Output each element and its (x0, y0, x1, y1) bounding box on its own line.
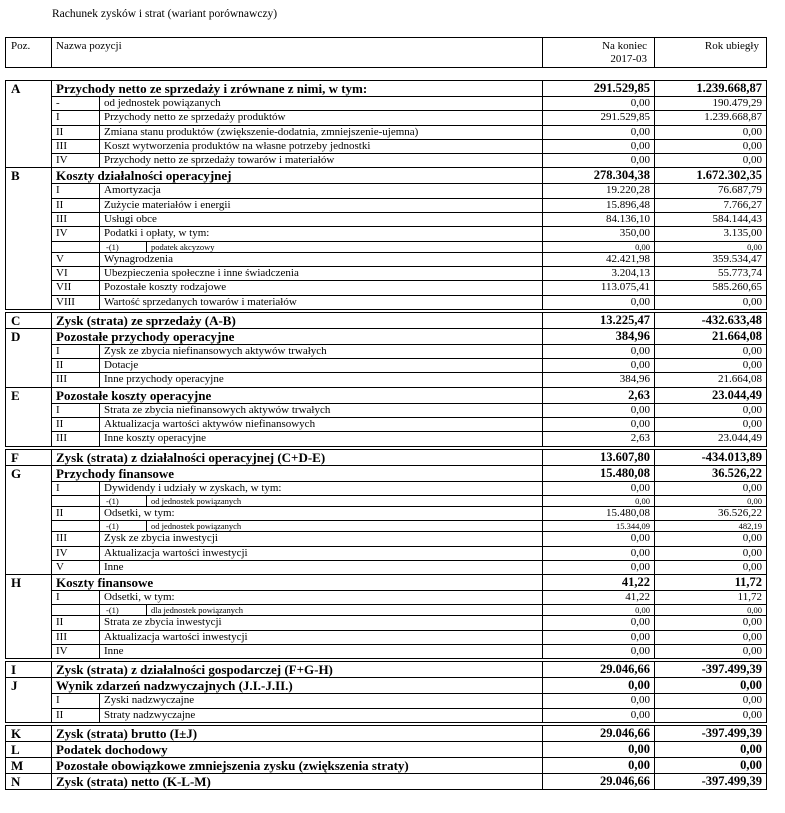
row-position: L (5, 741, 52, 757)
row-name: Zysk ze zbycia niefinansowych aktywów trwałych (100, 344, 543, 358)
row-position: I (52, 481, 100, 495)
row-position: IV (52, 153, 100, 167)
column-header-row (5, 37, 767, 68)
row-position: C (5, 312, 52, 328)
row-previous-value: 3.135,00 (655, 226, 767, 240)
row-current-value: 19.220,28 (543, 183, 655, 197)
row-current-value: 0,00 (543, 139, 655, 153)
row-position: III (52, 212, 100, 226)
sub-row (5, 153, 767, 167)
row-position: E (5, 387, 52, 403)
sub-row (5, 110, 767, 124)
row-position-blank (5, 644, 52, 658)
row-current-value: 278.304,38 (543, 167, 655, 183)
row-name: Zysk (strata) brutto (I±J) (52, 725, 543, 741)
row-name: Amortyzacja (100, 183, 543, 197)
row-position-blank (5, 252, 52, 266)
row-current-value: 13.607,80 (543, 449, 655, 465)
row-previous-value: 359.534,47 (655, 252, 767, 266)
row-name: Usługi obce (100, 212, 543, 226)
row-name: Koszty działalności operacyjnej (52, 167, 543, 183)
row-current-value: 0,00 (543, 417, 655, 431)
row-position-blank (5, 481, 52, 495)
row-previous-value: 1.672.302,35 (655, 167, 767, 183)
row-previous-value: -397.499,39 (655, 773, 767, 789)
column-header-current-line1: Na koniec (602, 40, 647, 52)
main-row (5, 465, 767, 481)
row-previous-value: 0,00 (655, 693, 767, 707)
row-position-blank (5, 110, 52, 124)
row-name: Zysk (strata) netto (K-L-M) (52, 773, 543, 789)
row-position: V (52, 252, 100, 266)
sub-row (5, 252, 767, 266)
row-name: dla jednostek powiązanych (151, 605, 244, 616)
row-previous-value: 0,00 (655, 481, 767, 495)
row-previous-value: 23.044,49 (655, 431, 767, 445)
row-position: IV (52, 226, 100, 240)
sub-row (5, 630, 767, 644)
row-position-blank (5, 531, 52, 545)
row-previous-value: 0,00 (655, 644, 767, 658)
row-name: Zyski nadzwyczajne (100, 693, 543, 707)
row-current-value: 0,00 (543, 693, 655, 707)
row-position: M (5, 757, 52, 773)
row-name: Dotacje (100, 358, 543, 372)
main-row (5, 80, 767, 96)
row-position-blank (5, 615, 52, 629)
row-position-blank (5, 96, 52, 110)
row-name: od jednostek powiązanych (151, 521, 242, 532)
row-previous-value: 0,00 (655, 417, 767, 431)
row-current-value: 0,00 (543, 531, 655, 545)
row-previous-value: 0,00 (655, 403, 767, 417)
main-row (5, 773, 767, 789)
row-position: -(1) (100, 242, 147, 252)
main-row (5, 328, 767, 344)
row-position-blank (5, 417, 52, 431)
row-position-blank (5, 198, 52, 212)
row-previous-value: 0,00 (655, 546, 767, 560)
sub-row (5, 693, 767, 707)
row-current-value: 0,00 (543, 560, 655, 574)
row-position: -(1) (100, 521, 147, 531)
sub-row (5, 183, 767, 197)
row-name: Aktualizacja wartości inwestycji (100, 630, 543, 644)
row-previous-value: 11,72 (655, 590, 767, 604)
main-row (5, 661, 767, 677)
sub-row (5, 280, 767, 294)
row-previous-value: 0,00 (655, 125, 767, 139)
row-current-value: 0,00 (543, 604, 655, 615)
row-previous-value: 1.239.668,87 (655, 110, 767, 124)
row-current-value: 0,00 (543, 708, 655, 722)
row-position-blank (5, 630, 52, 644)
row-current-value: 13.225,47 (543, 312, 655, 328)
row-name: Zysk (strata) z działalności gospodarczej (F+G-H) (52, 661, 543, 677)
row-position: VII (52, 280, 100, 294)
row-position: I (52, 183, 100, 197)
row-name: Straty nadzwyczajne (100, 708, 543, 722)
sub-row (5, 708, 767, 722)
sub-row (5, 644, 767, 658)
row-position-blank (5, 344, 52, 358)
row-subposition-blank (52, 520, 100, 531)
sub-row (5, 295, 767, 309)
row-current-value: 0,00 (543, 295, 655, 309)
row-name: Koszty finansowe (52, 574, 543, 590)
row-previous-value: 0,00 (655, 295, 767, 309)
row-current-value: 15.480,08 (543, 465, 655, 481)
row-previous-value: 0,00 (655, 741, 767, 757)
row-position-blank (5, 506, 52, 520)
row-subposition-blank (52, 604, 100, 615)
row-position: II (52, 615, 100, 629)
row-current-value: 0,00 (543, 153, 655, 167)
row-name: Podatki i opłaty, w tym: (100, 226, 543, 240)
row-previous-value: -434.013,89 (655, 449, 767, 465)
row-position-blank (5, 358, 52, 372)
row-position: I (52, 693, 100, 707)
row-name: Wynik zdarzeń nadzwyczajnych (J.I.-J.II.) (52, 677, 543, 693)
row-position: I (52, 403, 100, 417)
row-position-blank (5, 693, 52, 707)
row-position: VI (52, 266, 100, 280)
column-header-current-line2: 2017-03 (610, 53, 647, 65)
row-current-value: 0,00 (543, 615, 655, 629)
row-name: Przychody netto ze sprzedaży produktów (100, 110, 543, 124)
row-name: Odsetki, w tym: (100, 590, 543, 604)
row-name: Pozostałe przychody operacyjne (52, 328, 543, 344)
row-current-value: 350,00 (543, 226, 655, 240)
row-name-cell (100, 495, 543, 506)
row-position-blank (5, 241, 52, 252)
row-position: III (52, 372, 100, 386)
row-current-value: 0,00 (543, 403, 655, 417)
row-name: Przychody netto ze sprzedaży towarów i materiałów (100, 153, 543, 167)
row-position: IV (52, 644, 100, 658)
row-current-value: 291.529,85 (543, 110, 655, 124)
main-row (5, 725, 767, 741)
row-previous-value: -397.499,39 (655, 725, 767, 741)
row-name-cell (100, 604, 543, 615)
row-position-blank (5, 495, 52, 506)
row-name: Wartość sprzedanych towarów i materiałów (100, 295, 543, 309)
column-header-name: Nazwa pozycji (52, 38, 543, 67)
row-position-blank (5, 708, 52, 722)
row-name: Zmiana stanu produktów (zwiększenie-dodatnia, zmniejszenie-ujemna) (100, 125, 543, 139)
main-row (5, 741, 767, 757)
row-current-value: 2,63 (543, 431, 655, 445)
row-position-blank (5, 125, 52, 139)
row-position: III (52, 531, 100, 545)
row-name: Przychody netto ze sprzedaży i zrównane z nimi, w tym: (52, 80, 543, 96)
row-previous-value: 0,00 (655, 153, 767, 167)
row-position: -(1) (100, 605, 147, 615)
row-current-value: 84.136,10 (543, 212, 655, 226)
row-subposition-blank (52, 241, 100, 252)
row-name: Dywidendy i udziały w zyskach, w tym: (100, 481, 543, 495)
sub-row (5, 615, 767, 629)
row-current-value: 0,00 (543, 644, 655, 658)
row-position-blank (5, 560, 52, 574)
main-row (5, 167, 767, 183)
main-row (5, 312, 767, 328)
row-previous-value: 0,00 (655, 358, 767, 372)
row-name: Aktualizacja wartości aktywów niefinansowych (100, 417, 543, 431)
row-name: Pozostałe koszty rodzajowe (100, 280, 543, 294)
statement-section (5, 725, 767, 790)
sub-row (5, 358, 767, 372)
row-previous-value: 584.144,43 (655, 212, 767, 226)
sub-row (5, 96, 767, 110)
row-position: K (5, 725, 52, 741)
sub-row (5, 590, 767, 604)
sub-row (5, 403, 767, 417)
row-previous-value: 585.260,65 (655, 280, 767, 294)
row-name: Zysk (strata) ze sprzedaży (A-B) (52, 312, 543, 328)
row-current-value: 384,96 (543, 372, 655, 386)
row-position: III (52, 431, 100, 445)
row-current-value: 29.046,66 (543, 773, 655, 789)
row-current-value: 384,96 (543, 328, 655, 344)
row-name: Aktualizacja wartości inwestycji (100, 546, 543, 560)
row-name-cell (100, 241, 543, 252)
row-position: G (5, 465, 52, 481)
row-current-value: 0,00 (543, 344, 655, 358)
row-previous-value: 0,00 (655, 560, 767, 574)
sub-row (5, 417, 767, 431)
row-previous-value: 0,00 (655, 241, 767, 252)
detail-row (5, 241, 767, 252)
row-current-value: 41,22 (543, 590, 655, 604)
row-position: A (5, 80, 52, 96)
row-position: III (52, 139, 100, 153)
row-previous-value: 36.526,22 (655, 506, 767, 520)
row-previous-value: 0,00 (655, 139, 767, 153)
column-header-current (543, 38, 655, 67)
row-position: II (52, 358, 100, 372)
sub-row (5, 344, 767, 358)
row-current-value: 0,00 (543, 358, 655, 372)
row-name: Ubezpieczenia społeczne i inne świadczenia (100, 266, 543, 280)
row-position-blank (5, 604, 52, 615)
row-position-blank (5, 295, 52, 309)
sub-row (5, 560, 767, 574)
row-previous-value: -432.633,48 (655, 312, 767, 328)
income-statement-table (5, 80, 767, 790)
row-previous-value: 1.239.668,87 (655, 80, 767, 96)
sub-row (5, 372, 767, 386)
row-current-value: 0,00 (543, 546, 655, 560)
row-previous-value: 0,00 (655, 604, 767, 615)
row-name: Zysk ze zbycia inwestycji (100, 531, 543, 545)
row-previous-value: 0,00 (655, 531, 767, 545)
row-previous-value: 0,00 (655, 708, 767, 722)
main-row (5, 449, 767, 465)
row-previous-value: 0,00 (655, 757, 767, 773)
main-row (5, 757, 767, 773)
row-position: H (5, 574, 52, 590)
sub-row (5, 198, 767, 212)
row-position: -(1) (100, 496, 147, 506)
row-name-cell (100, 520, 543, 531)
sub-row (5, 506, 767, 520)
row-position: II (52, 417, 100, 431)
row-current-value: 0,00 (543, 241, 655, 252)
row-previous-value: 0,00 (655, 344, 767, 358)
row-previous-value: 7.766,27 (655, 198, 767, 212)
row-current-value: 0,00 (543, 125, 655, 139)
row-current-value: 42.421,98 (543, 252, 655, 266)
row-position: D (5, 328, 52, 344)
row-name: Odsetki, w tym: (100, 506, 543, 520)
row-position-blank (5, 153, 52, 167)
row-position: II (52, 198, 100, 212)
row-position: - (52, 96, 100, 110)
row-name: Przychody finansowe (52, 465, 543, 481)
row-position-blank (5, 431, 52, 445)
row-position: I (5, 661, 52, 677)
row-name: od jednostek powiązanych (151, 495, 242, 506)
row-previous-value: 76.687,79 (655, 183, 767, 197)
row-position: II (52, 708, 100, 722)
row-current-value: 291.529,85 (543, 80, 655, 96)
row-position: VIII (52, 295, 100, 309)
row-position-blank (5, 183, 52, 197)
row-current-value: 113.075,41 (543, 280, 655, 294)
row-position: III (52, 630, 100, 644)
row-position-blank (5, 280, 52, 294)
detail-row (5, 495, 767, 506)
row-name: od jednostek powiązanych (100, 96, 543, 110)
sub-row (5, 266, 767, 280)
row-name: podatek akcyzowy (151, 241, 215, 252)
sub-row (5, 481, 767, 495)
document-title: Rachunek zysków i strat (wariant porównawczy) (52, 8, 278, 20)
row-previous-value: 55.773,74 (655, 266, 767, 280)
row-current-value: 0,00 (543, 96, 655, 110)
sub-row (5, 125, 767, 139)
statement-section (5, 661, 767, 723)
row-position: I (52, 110, 100, 124)
row-position: II (52, 506, 100, 520)
row-current-value: 0,00 (543, 630, 655, 644)
row-position: IV (52, 546, 100, 560)
row-position-blank (5, 590, 52, 604)
row-current-value: 0,00 (543, 495, 655, 506)
statement-section (5, 312, 767, 447)
row-current-value: 15.896,48 (543, 198, 655, 212)
row-subposition-blank (52, 495, 100, 506)
row-name: Inne przychody operacyjne (100, 372, 543, 386)
row-current-value: 15.344,09 (543, 520, 655, 531)
row-previous-value: -397.499,39 (655, 661, 767, 677)
row-name: Koszt wytworzenia produktów na własne potrzeby jednostki (100, 139, 543, 153)
row-name: Zużycie materiałów i energii (100, 198, 543, 212)
row-position: I (52, 344, 100, 358)
row-position-blank (5, 372, 52, 386)
detail-row (5, 604, 767, 615)
row-name: Podatek dochodowy (52, 741, 543, 757)
detail-row (5, 520, 767, 531)
row-name: Wynagrodzenia (100, 252, 543, 266)
row-previous-value: 21.664,08 (655, 372, 767, 386)
row-name: Strata ze zbycia inwestycji (100, 615, 543, 629)
row-position: J (5, 677, 52, 693)
sub-row (5, 212, 767, 226)
statement-section (5, 80, 767, 310)
row-position: II (52, 125, 100, 139)
row-current-value: 41,22 (543, 574, 655, 590)
row-previous-value: 21.664,08 (655, 328, 767, 344)
row-current-value: 3.204,13 (543, 266, 655, 280)
row-current-value: 2,63 (543, 387, 655, 403)
row-current-value: 29.046,66 (543, 661, 655, 677)
row-name: Inne koszty operacyjne (100, 431, 543, 445)
row-name: Inne (100, 560, 543, 574)
sub-row (5, 226, 767, 240)
row-previous-value: 0,00 (655, 630, 767, 644)
row-previous-value: 11,72 (655, 574, 767, 590)
main-row (5, 387, 767, 403)
sub-row (5, 531, 767, 545)
row-position-blank (5, 520, 52, 531)
row-current-value: 0,00 (543, 757, 655, 773)
sub-row (5, 546, 767, 560)
row-current-value: 0,00 (543, 741, 655, 757)
row-previous-value: 0,00 (655, 677, 767, 693)
row-position-blank (5, 546, 52, 560)
row-position-blank (5, 403, 52, 417)
row-current-value: 15.480,08 (543, 506, 655, 520)
row-current-value: 0,00 (543, 677, 655, 693)
row-name: Pozostałe obowiązkowe zmniejszenia zysku (zwiększenia straty) (52, 757, 543, 773)
row-position: I (52, 590, 100, 604)
row-position-blank (5, 266, 52, 280)
row-position: V (52, 560, 100, 574)
row-current-value: 29.046,66 (543, 725, 655, 741)
row-previous-value: 23.044,49 (655, 387, 767, 403)
row-name: Inne (100, 644, 543, 658)
statement-section (5, 449, 767, 660)
main-row (5, 574, 767, 590)
row-name: Pozostałe koszty operacyjne (52, 387, 543, 403)
row-previous-value: 0,00 (655, 615, 767, 629)
main-row (5, 677, 767, 693)
row-position: F (5, 449, 52, 465)
row-position-blank (5, 226, 52, 240)
column-header-position: Poz. (5, 38, 52, 67)
row-name: Zysk (strata) z działalności operacyjnej (C+D-E) (52, 449, 543, 465)
row-position: B (5, 167, 52, 183)
row-previous-value: 0,00 (655, 495, 767, 506)
sub-row (5, 139, 767, 153)
row-previous-value: 482,19 (655, 520, 767, 531)
row-position-blank (5, 212, 52, 226)
row-previous-value: 36.526,22 (655, 465, 767, 481)
row-position: N (5, 773, 52, 789)
sub-row (5, 431, 767, 445)
row-current-value: 0,00 (543, 481, 655, 495)
row-name: Strata ze zbycia niefinansowych aktywów trwałych (100, 403, 543, 417)
row-position-blank (5, 139, 52, 153)
column-header-previous: Rok ubiegły (655, 38, 767, 67)
row-previous-value: 190.479,29 (655, 96, 767, 110)
